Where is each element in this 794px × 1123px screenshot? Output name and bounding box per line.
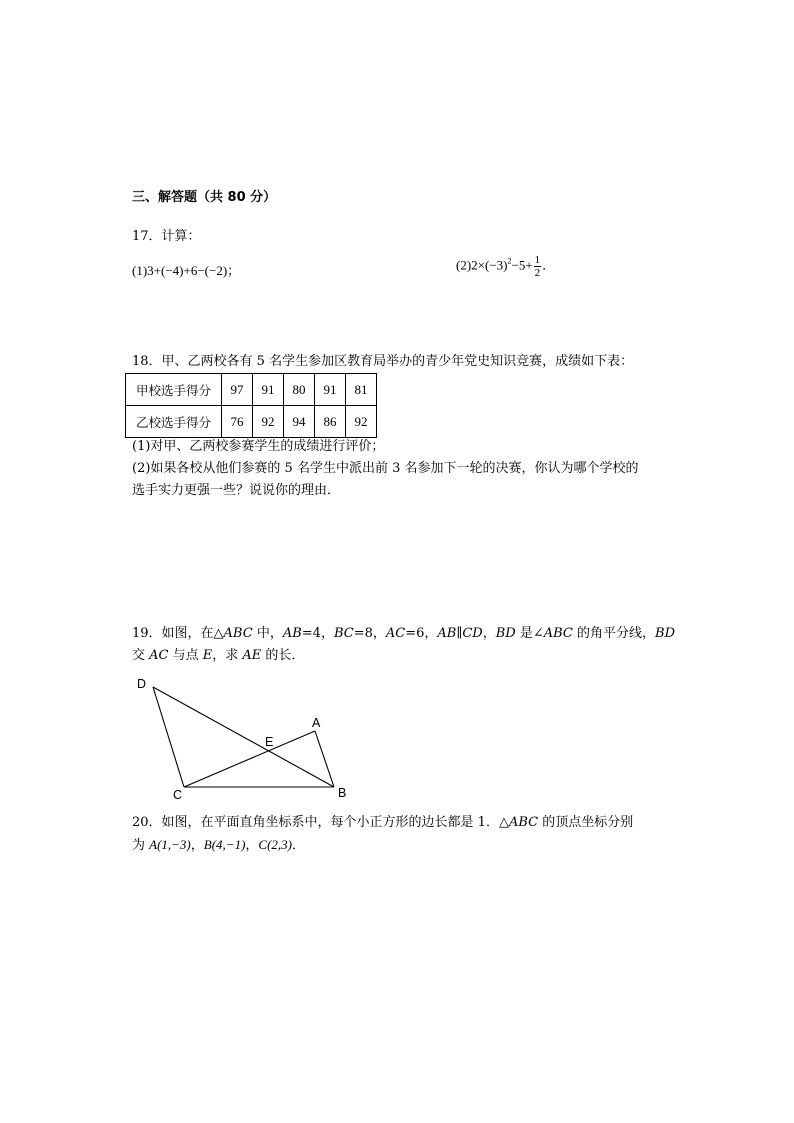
score-cell: 76 (222, 406, 253, 438)
point-label-c: C (173, 788, 183, 802)
segment-ae: AE (242, 648, 262, 663)
coord-a: A(1,−3) (149, 837, 191, 852)
segment-bd: BD (655, 626, 676, 641)
text: 中， (252, 626, 283, 641)
segment-ab: AB (282, 626, 302, 641)
text: 交 (132, 648, 150, 663)
q17-part2-expr-a: 2×(−3) (471, 257, 508, 273)
text: ，求 (212, 648, 243, 663)
point-label-b: B (338, 786, 347, 800)
text: ， (190, 838, 204, 853)
line-ca (184, 731, 315, 787)
q20-line1 (132, 812, 633, 834)
q17-part2-expr-b: −5+ (511, 257, 533, 273)
line-db (153, 687, 334, 787)
text: =6， (405, 626, 438, 641)
text: 是 (515, 626, 533, 641)
score-cell: 94 (284, 406, 315, 438)
text: 的顶点坐标分别 (538, 815, 634, 830)
triangle-abc: △ABC (498, 815, 539, 830)
q17-part2-end: ． (542, 257, 556, 273)
text: ． (292, 838, 306, 853)
score-cell: 92 (253, 406, 284, 438)
score-cell: 92 (346, 406, 377, 438)
text: =8， (353, 626, 386, 641)
text: ， (482, 626, 496, 641)
parallel-ab-cd: AB∥CD (437, 626, 483, 641)
q17-stem: 17．计算： (132, 229, 201, 244)
q18-part2-line1: (2)如果各校从他们参赛的 5 名学生中派出前 3 名参加下一轮的决赛，你认为哪个学校的 (132, 461, 639, 476)
q17-part2-exponent: 2 (507, 256, 512, 266)
segment-ac: AC (385, 626, 406, 641)
text: 与点 (168, 648, 203, 663)
text: 20．如图，在平面直角坐标系中，每个小正方形的边长都是 1． (132, 815, 499, 830)
row-label: 乙校选手得分 (126, 406, 222, 438)
point-label-d: D (137, 677, 147, 691)
text: =4， (301, 626, 334, 641)
angle-abc: ∠ABC (532, 626, 573, 641)
row-label: 甲校选手得分 (126, 374, 222, 406)
q18-part1: (1)对甲、乙两校参赛学生的成绩进行评价； (132, 439, 385, 454)
triangle-abc: △ABC (213, 626, 253, 641)
segment-bc: BC (333, 626, 354, 641)
score-cell: 86 (315, 406, 346, 438)
point-label-a: A (312, 716, 321, 730)
score-cell: 91 (315, 374, 346, 406)
text: 的长． (261, 648, 305, 663)
q18-stem: 18．甲、乙两校各有 5 名学生参加区教育局举办的青少年党史知识竞赛，成绩如下表： (132, 354, 634, 369)
score-cell: 91 (253, 374, 284, 406)
text: 为 (132, 838, 150, 853)
text: 的角平分线， (572, 626, 656, 641)
q18-part2-line2: 选手实力更强一些？说说你的理由． (132, 483, 341, 498)
score-cell: 80 (284, 374, 315, 406)
q17-part2-label: (2) (456, 257, 472, 273)
score-cell: 81 (346, 374, 377, 406)
coord-b: B(4,−1) (203, 837, 246, 852)
text: ， (245, 838, 259, 853)
section-title: 三、解答题（共 80 分） (132, 190, 277, 205)
fraction-numerator: 1 (534, 254, 541, 266)
point-e: E (202, 648, 213, 663)
coord-c: C(2,3) (258, 837, 293, 852)
segment-ac: AC (149, 648, 169, 663)
score-cell: 97 (222, 374, 253, 406)
q19-number: 19．如图，在 (132, 626, 214, 641)
segment-bd: BD (495, 626, 516, 641)
q17-part1-label: (1) (132, 263, 148, 278)
point-label-e: E (265, 735, 274, 749)
q20-line2 (132, 834, 305, 857)
fraction-denominator: 2 (534, 267, 541, 279)
q17-part1-expr: 3+(−4)+6−(−2)； (147, 263, 241, 278)
